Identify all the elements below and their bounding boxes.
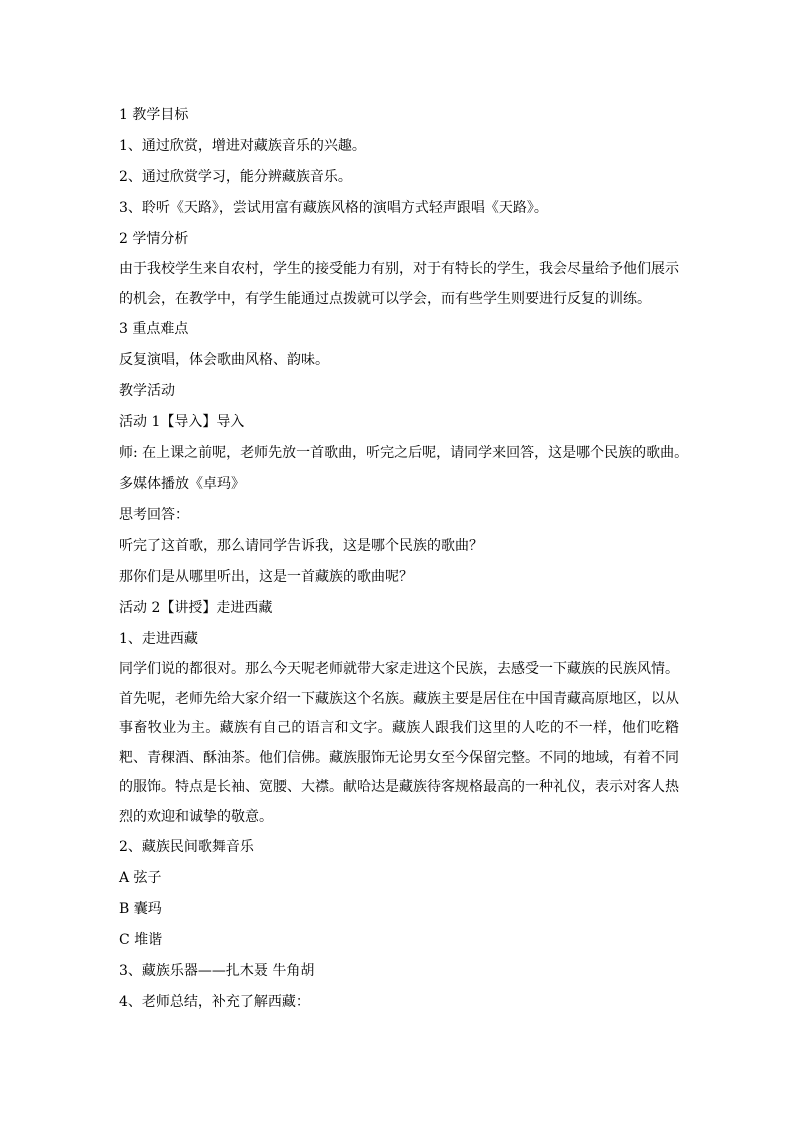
document-body: [119, 100, 689, 1018]
folk-music-item-a: A 弦子: [119, 870, 162, 886]
folk-music-item-c: C 堆谐: [119, 932, 163, 948]
question-2: 那你们是从哪里听出，这是一首藏族的歌曲呢？: [119, 569, 413, 585]
goal-item-1: 1、通过欣赏，增进对藏族音乐的兴趣。: [119, 138, 366, 154]
question-1: 听完了这首歌，那么请同学告诉我，这是哪个民族的歌曲？: [119, 538, 483, 554]
activity-2-title: 活动 2【讲授】走进西藏: [119, 600, 273, 616]
section-instruments: 3、藏族乐器——扎木聂 牛角胡: [119, 963, 315, 979]
heading-teaching-goals: 1 教学目标: [119, 107, 189, 123]
activity-1-title: 活动 1【导入】导入: [119, 414, 245, 430]
folk-music-item-b: B 囊玛: [119, 901, 162, 917]
heading-teaching-activities: 教学活动: [119, 383, 175, 399]
goal-item-2: 2、通过欣赏学习，能分辨藏族音乐。: [119, 169, 352, 185]
heading-key-points: 3 重点难点: [119, 321, 189, 337]
heading-student-analysis: 2 学情分析: [119, 231, 189, 247]
think-answer-label: 思考回答：: [119, 507, 189, 523]
section-folk-music: 2、藏族民间歌舞音乐: [119, 839, 254, 855]
teacher-intro-line: 师: 在上课之前呢，老师先放一首歌曲，听完之后呢，请同学来回答，这是哪个民族的歌曲。: [119, 445, 689, 461]
tibet-intro-paragraph: 同学们说的都很对。那么今天呢老师就带大家走进这个民族，去感受一下藏族的民族风情。首先呢，老师先给大家介绍一下藏族这个名族。藏族主要是居住在中国青藏高原地区，以从事畜牧业为主。藏族有自己的语言和文字。藏族人跟我们这里的人吃的不一样，他们吃糌粑、青稞酒、酥油茶。他们信佛。藏族服饰无论男女至今保留完整。不同的地域，有着不同的服饰。特点是长袖、宽腰、大襟。献哈达是藏族待客规格最高的一种礼仪，表示对客人热烈的欢迎和诚挚的敬意。: [119, 661, 679, 825]
section-summary: 4、老师总结，补充了解西藏：: [119, 994, 310, 1010]
section-enter-tibet: 1、走进西藏: [119, 631, 198, 647]
key-points-text: 反复演唱，体会歌曲风格、韵味。: [119, 352, 329, 368]
student-analysis-paragraph: 由于我校学生来自农村，学生的接受能力有别，对于有特长的学生，我会尽量给予他们展示的机会，在教学中，有学生能通过点拨就可以学会，而有些学生则要进行反复的训练。: [119, 261, 679, 307]
multimedia-line: 多媒体播放《卓玛》: [119, 476, 245, 492]
goal-item-3: 3、聆听《天路》，尝试用富有藏族风格的演唱方式轻声跟唱《天路》。: [119, 200, 548, 216]
